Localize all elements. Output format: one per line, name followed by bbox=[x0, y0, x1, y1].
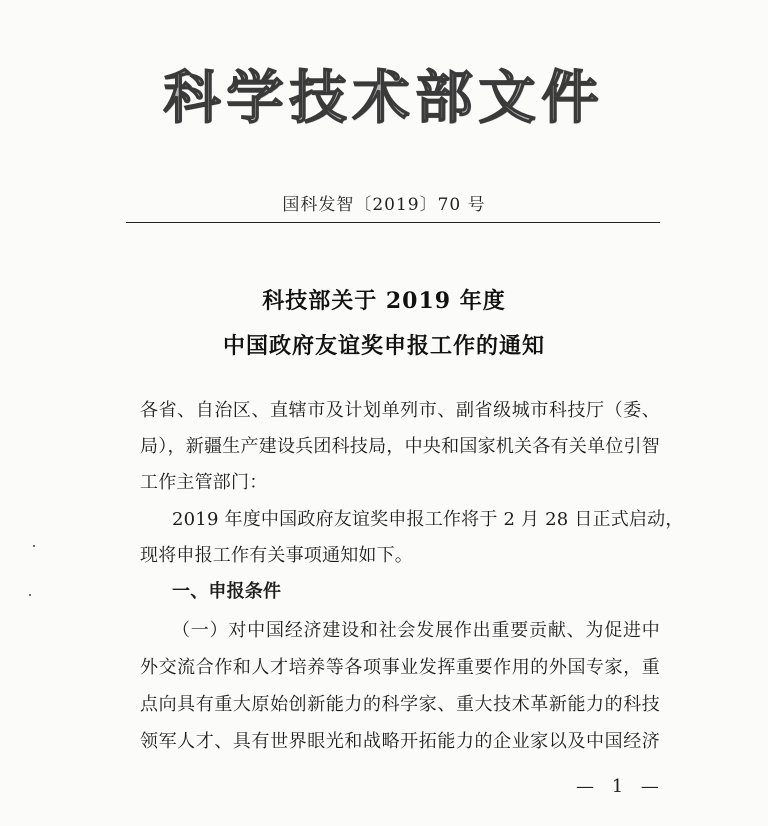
section-1-heading: 一、申报条件 bbox=[172, 581, 282, 602]
header-divider bbox=[126, 222, 660, 223]
notice-title-line-2: 中国政府友谊奖申报工作的通知 bbox=[222, 333, 545, 359]
section-1-line-1: （一）对中国经济建设和社会发展作出重要贡献、为促进中 bbox=[172, 620, 660, 641]
org-title: 科学技术部文件 bbox=[163, 65, 605, 131]
scan-speck bbox=[33, 545, 35, 547]
recipients-line-3: 工作主管部门： bbox=[140, 472, 268, 493]
intro-line-1: 2019 年度中国政府友谊奖申报工作将于 2 月 28 日正式启动， bbox=[172, 509, 684, 530]
section-1-line-2: 外交流合作和人才培养等各项事业发挥重要作用的外国专家，重 bbox=[140, 657, 660, 678]
recipients-line-1: 各省、自治区、直辖市及计划单列市、副省级城市科技厅（委、 bbox=[140, 400, 660, 421]
document-number: 国科发智〔2019〕70 号 bbox=[282, 195, 486, 215]
page-number: — 1 — bbox=[576, 776, 665, 797]
section-1-line-3: 点向具有重大原始创新能力的科学家、重大技术革新能力的科技 bbox=[140, 694, 660, 715]
scan-speck bbox=[29, 594, 31, 596]
recipients-line-2: 局），新疆生产建设兵团科技局，中央和国家机关各有关单位引智 bbox=[140, 436, 660, 457]
notice-title-line-1: 科技部关于 2019 年度 bbox=[262, 288, 506, 314]
section-1-line-4: 领军人才、具有世界眼光和战略开拓能力的企业家以及中国经济 bbox=[140, 731, 660, 752]
intro-line-2: 现将申报工作有关事项通知如下。 bbox=[140, 545, 413, 566]
